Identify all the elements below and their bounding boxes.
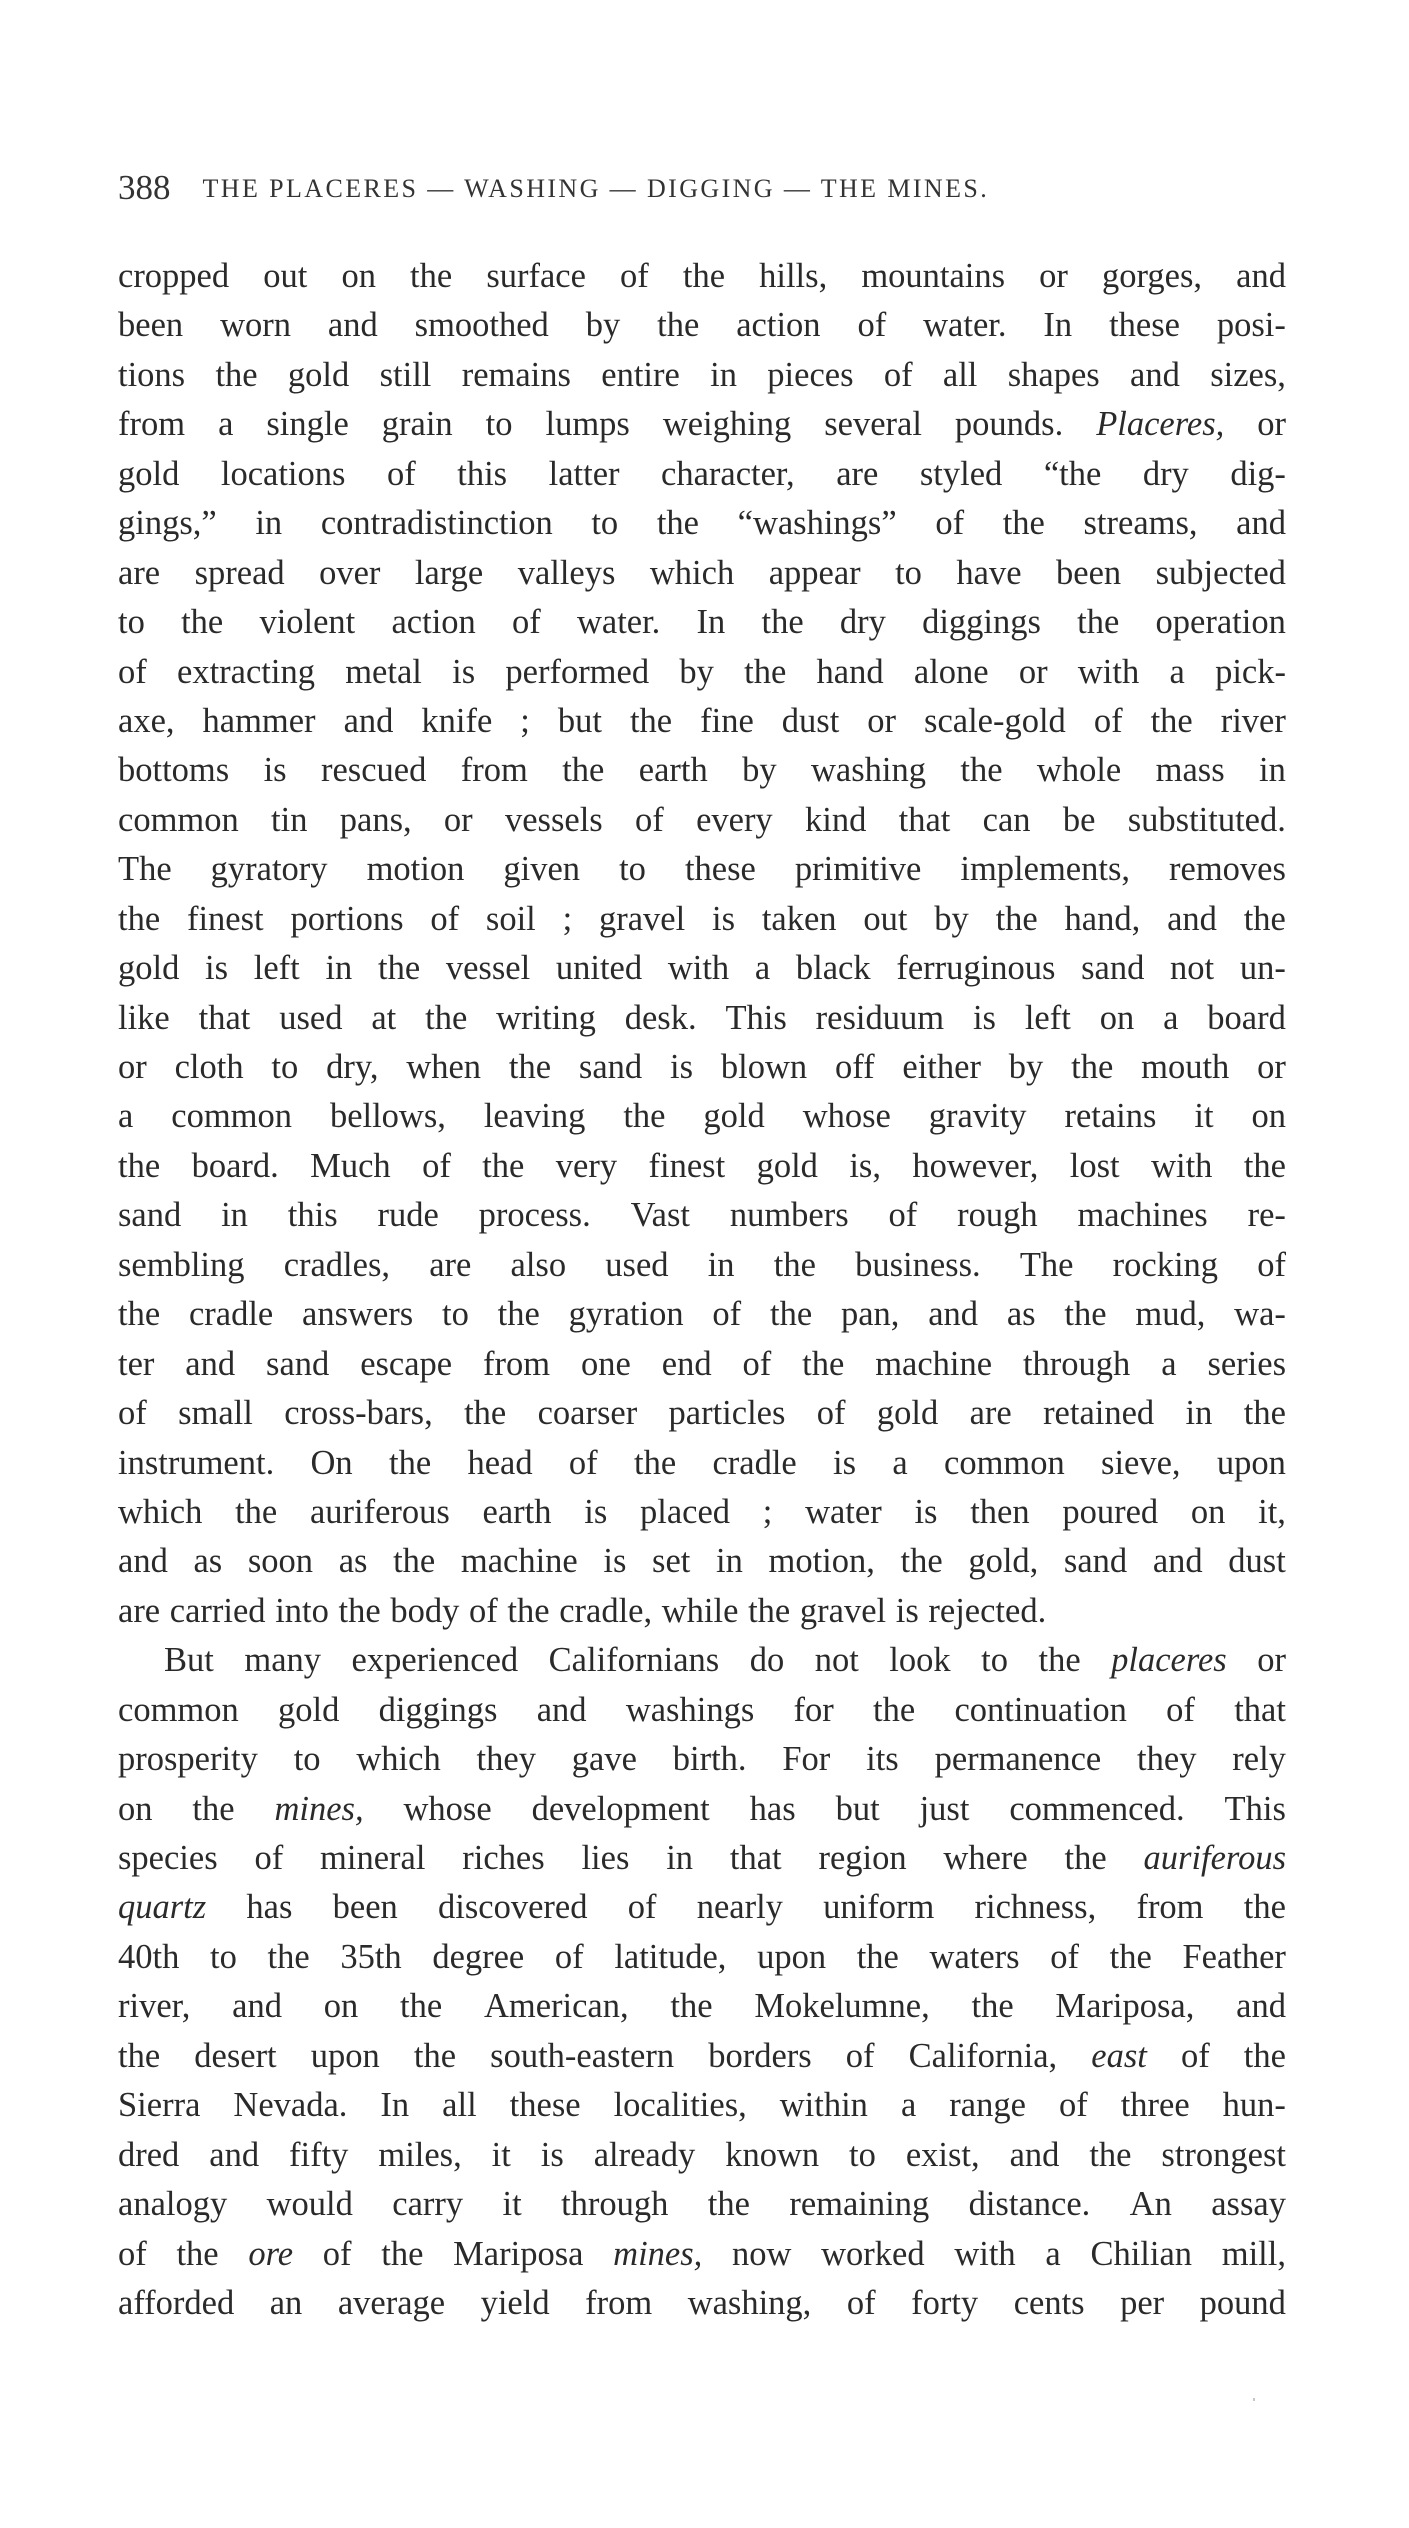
text-line: But many experienced Californians do not look to the placeres or	[164, 1641, 1286, 1680]
text-line: the cradle answers to the gyration of the pan, and as the mud, wa-	[118, 1295, 1286, 1334]
text-line: and as soon as the machine is set in motion, the gold, sand and dust	[118, 1542, 1286, 1581]
text-line: of the ore of the Mariposa mines, now worked with a Chilian mill,	[118, 2234, 1286, 2273]
text-line: common gold diggings and washings for the continuation of that	[118, 1690, 1286, 1729]
text-line: the desert upon the south-eastern borders of California, east of the	[118, 2036, 1286, 2075]
text-line: instrument. On the head of the cradle is a common sieve, upon	[118, 1443, 1286, 1482]
text-line: cropped out on the surface of the hills, mountains or gorges, and	[118, 257, 1286, 295]
text-line: The gyratory motion given to these primitive implements, removes	[118, 850, 1286, 889]
text-line: 40th to the 35th degree of latitude, upon the waters of the Feather	[118, 1937, 1286, 1976]
text-line: are spread over large valleys which appear to have been subjected	[118, 553, 1286, 592]
text-line: common tin pans, or vessels of every kind that can be substituted.	[118, 800, 1286, 839]
text-line: the finest portions of soil ; gravel is taken out by the hand, and the	[118, 899, 1286, 938]
text-line: river, and on the American, the Mokelumne, the Mariposa, and	[118, 1987, 1286, 2026]
paper-speck	[1253, 2398, 1255, 2401]
running-head	[118, 168, 1298, 224]
text-line: Sierra Nevada. In all these localities, within a range of three hun-	[118, 2086, 1286, 2125]
running-title: THE PLACERES — WASHING — DIGGING — THE MINES.	[202, 174, 990, 203]
text-line: species of mineral riches lies in that region where the auriferous	[118, 1839, 1286, 1877]
text-line: of extracting metal is performed by the hand alone or with a pick-	[118, 652, 1286, 691]
text-line: are carried into the body of the cradle, while the gravel is rejected.	[118, 1591, 1047, 1630]
text-line: axe, hammer and knife ; but the fine dust or scale-gold of the river	[118, 701, 1286, 740]
text-line: gings,” in contradistinction to the “washings” of the streams, and	[118, 504, 1286, 543]
text-line: sembling cradles, are also used in the business. The rocking of	[118, 1245, 1286, 1284]
text-line: bottoms is rescued from the earth by washing the whole mass in	[118, 751, 1286, 790]
text-line: ter and sand escape from one end of the machine through a series	[118, 1344, 1286, 1383]
text-line: of small cross-bars, the coarser particles of gold are retained in the	[118, 1394, 1286, 1433]
text-line: or cloth to dry, when the sand is blown off either by the mouth or	[118, 1048, 1286, 1086]
page-number: 388	[118, 168, 171, 207]
text-line: on the mines, whose development has but just commenced. This	[118, 1789, 1286, 1828]
text-line: tions the gold still remains entire in pieces of all shapes and sizes,	[118, 355, 1286, 394]
text-line: analogy would carry it through the remaining distance. An assay	[118, 2185, 1286, 2224]
text-line: gold is left in the vessel united with a black ferruginous sand not un-	[118, 949, 1286, 988]
text-line: quartz has been discovered of nearly uniform richness, from the	[118, 1888, 1286, 1927]
text-line: to the violent action of water. In the dry diggings the operation	[118, 603, 1286, 642]
text-line: sand in this rude process. Vast numbers of rough machines re-	[118, 1196, 1286, 1235]
text-line: from a single grain to lumps weighing several pounds. Placeres, or	[118, 405, 1286, 444]
text-line: which the auriferous earth is placed ; water is then poured on it,	[118, 1492, 1286, 1531]
body-text	[118, 252, 1286, 2328]
text-line: the board. Much of the very finest gold is, however, lost with the	[118, 1146, 1286, 1185]
text-line: been worn and smoothed by the action of water. In these posi-	[118, 306, 1286, 345]
text-line: afforded an average yield from washing, of forty cents per pound	[118, 2283, 1286, 2322]
text-line: gold locations of this latter character, are styled “the dry dig-	[118, 454, 1286, 493]
text-line: a common bellows, leaving the gold whose gravity retains it on	[118, 1097, 1286, 1136]
text-line: dred and fifty miles, it is already known to exist, and the strongest	[118, 2135, 1286, 2174]
text-line: like that used at the writing desk. This residuum is left on a board	[118, 998, 1286, 1037]
text-line: prosperity to which they gave birth. For its permanence they rely	[118, 1740, 1286, 1779]
